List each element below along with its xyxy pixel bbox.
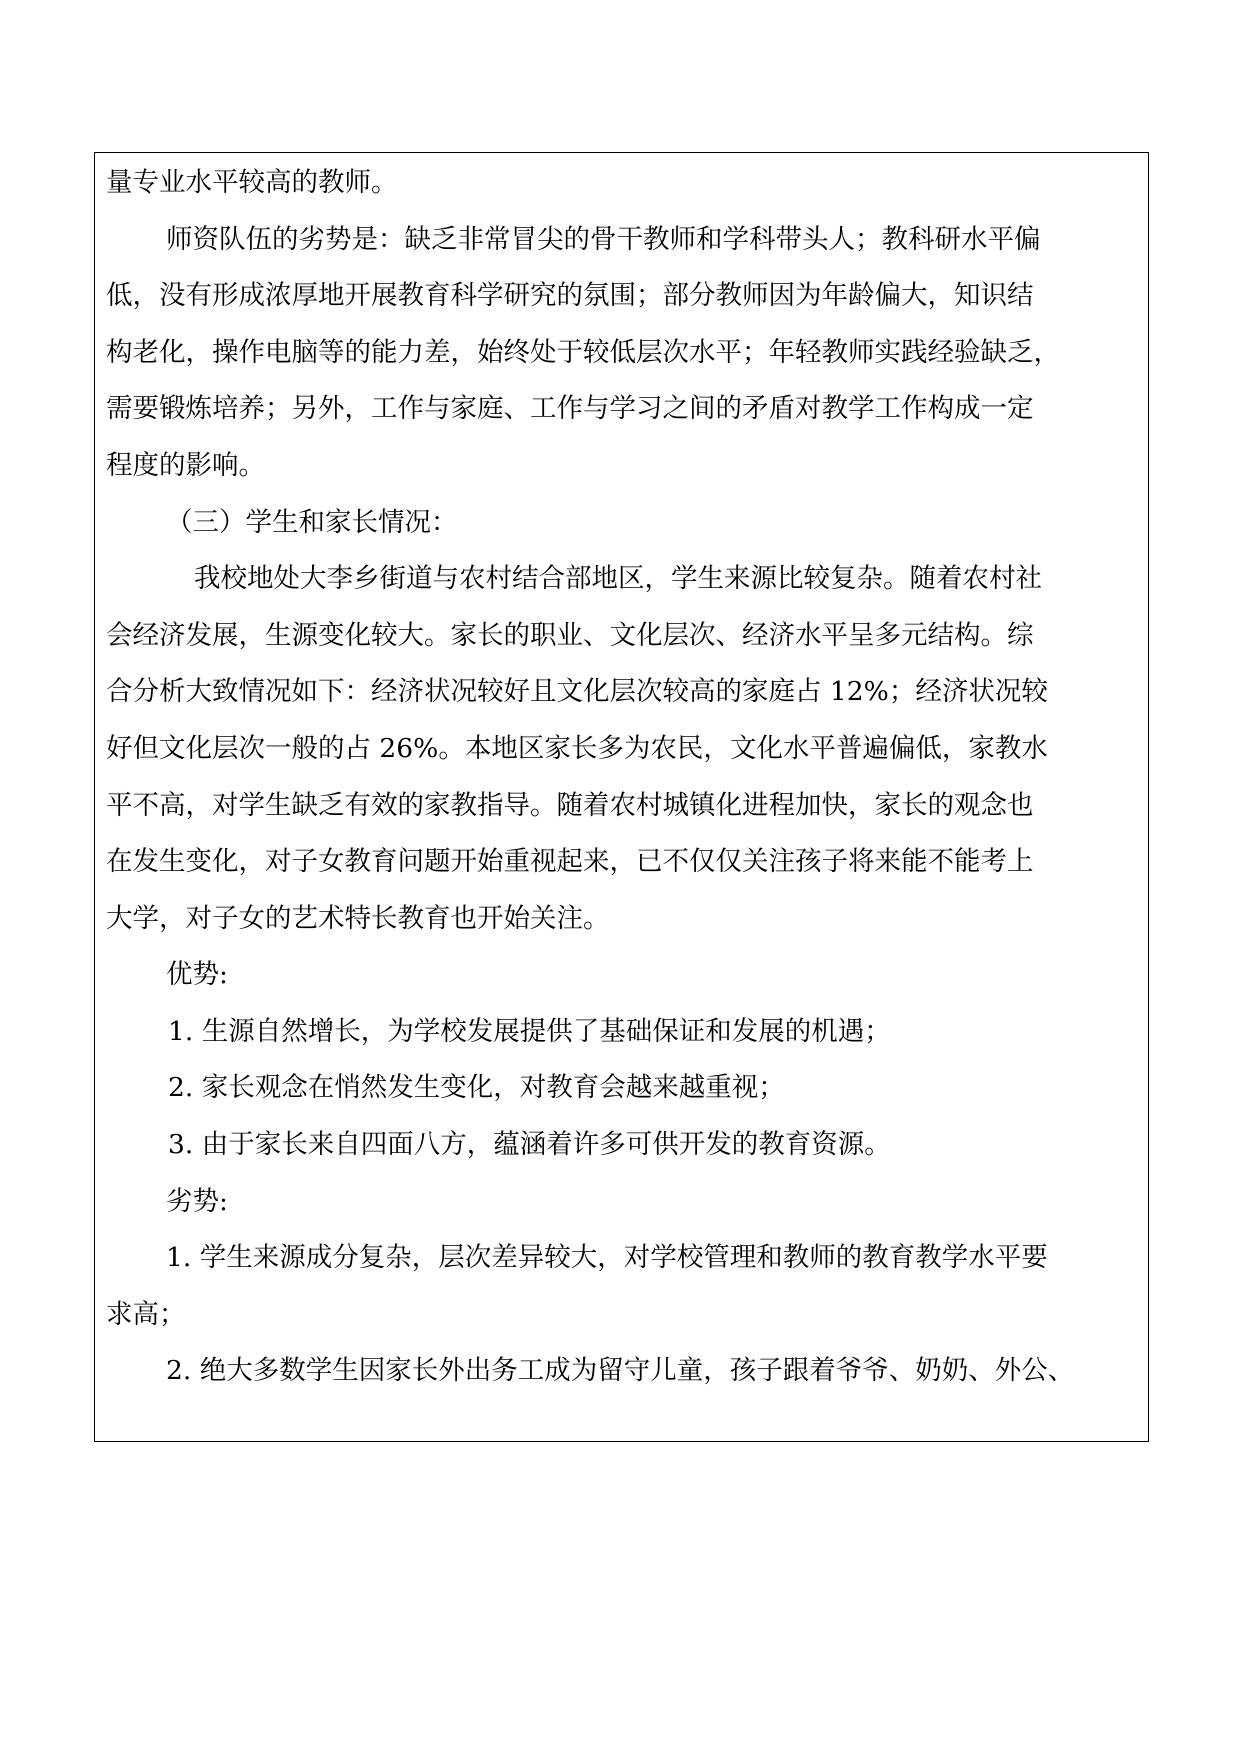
text-line-12: 平不高，对学生缺乏有效的家教指导。随着农村城镇化进程加快，家长的观念也: [106, 789, 1034, 821]
text-line-5: 需要锻炼培养；另外，工作与家庭、工作与学习之间的矛盾对教学工作构成一定: [106, 393, 1034, 425]
text-line-6: 程度的影响。: [106, 449, 265, 481]
advantages-heading: 优势:: [166, 959, 228, 991]
text-line-13: 在发生变化，对子女教育问题开始重视起来，已不仅仅关注孩子将来能不能考上: [106, 846, 1034, 878]
advantage-item-2: 2. 家长观念在悄然发生变化，对教育会越来越重视；: [168, 1072, 785, 1104]
text-line-2: 师资队伍的劣势是：缺乏非常冒尖的骨干教师和学科带头人；教科研水平偏: [166, 223, 1041, 255]
text-line-21: 求高；: [106, 1298, 186, 1330]
disadvantage-item-2: 2. 绝大多数学生因家长外出务工成为留守儿童，孩子跟着爷爷、奶奶、外公、: [166, 1355, 1075, 1387]
text-line-10: 合分析大致情况如下：经济状况较好且文化层次较高的家庭占 12%；经济状况较: [106, 676, 1048, 708]
text-line-9: 会经济发展，生源变化较大。家长的职业、文化层次、经济水平呈多元结构。综: [106, 619, 1034, 651]
section-heading: （三）学生和家长情况：: [166, 506, 458, 538]
text-line-3: 低，没有形成浓厚地开展教育科学研究的氛围；部分教师因为年龄偏大，知识结: [106, 280, 1034, 312]
text-line-8: 我校地处大李乡街道与农村结合部地区，学生来源比较复杂。随着农村社: [194, 563, 1042, 595]
advantage-item-1: 1. 生源自然增长，为学校发展提供了基础保证和发展的机遇；: [168, 1015, 891, 1047]
text-line-4: 构老化，操作电脑等的能力差，始终处于较低层次水平；年轻教师实践经验缺乏，: [106, 336, 1060, 368]
text-line-11: 好但文化层次一般的占 26%。本地区家长多为农民，文化水平普遍偏低，家教水: [106, 732, 1048, 764]
advantage-item-3: 3. 由于家长来自四面八方，蕴涵着许多可供开发的教育资源。: [168, 1129, 891, 1161]
disadvantages-heading: 劣势:: [166, 1185, 228, 1217]
text-line-14: 大学，对子女的艺术特长教育也开始关注。: [106, 902, 610, 934]
disadvantage-item-1: 1. 学生来源成分复杂，层次差异较大，对学校管理和教师的教育教学水平要: [166, 1242, 1048, 1274]
text-line-1: 量专业水平较高的教师。: [106, 167, 398, 198]
